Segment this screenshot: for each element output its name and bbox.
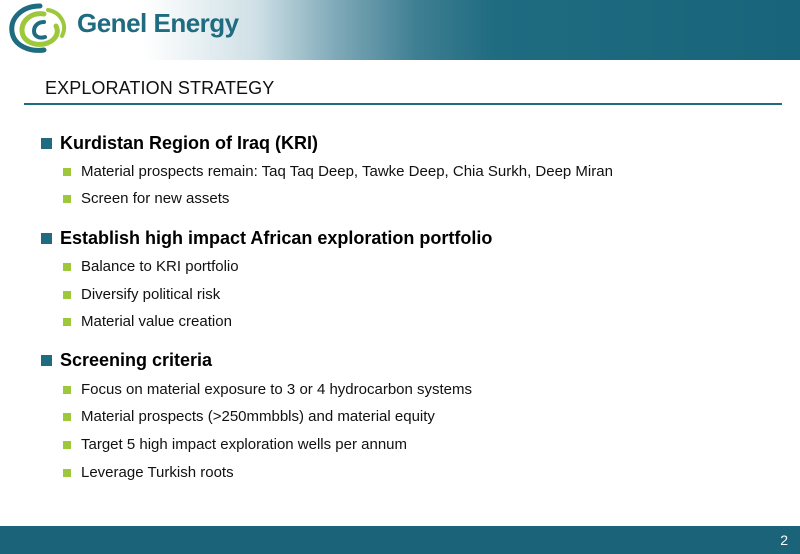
title-divider	[24, 103, 782, 105]
section-heading	[41, 133, 318, 154]
list-item	[63, 464, 234, 481]
list-item-text: Diversify political risk	[81, 286, 221, 303]
square-bullet-icon	[63, 386, 71, 394]
section-heading-text: Screening criteria	[60, 350, 213, 370]
square-bullet-icon	[41, 138, 52, 149]
genel-energy-logo-icon	[4, 0, 76, 56]
list-item-text: Material prospects (>250mmbbls) and material equity	[81, 408, 435, 425]
square-bullet-icon	[63, 195, 71, 203]
square-bullet-icon	[63, 263, 71, 271]
header-banner	[0, 0, 800, 60]
list-item-text: Material prospects remain: Taq Taq Deep, Tawke Deep, Chia Surkh, Deep Miran	[81, 163, 613, 180]
square-bullet-icon	[41, 355, 52, 366]
brand-name: Genel Energy	[77, 8, 239, 38]
square-bullet-icon	[41, 233, 52, 244]
list-item	[63, 436, 407, 453]
page-number: 2	[780, 532, 788, 548]
list-item-text: Material value creation	[81, 313, 232, 330]
section-heading-text: Kurdistan Region of Iraq (KRI)	[60, 133, 318, 153]
square-bullet-icon	[63, 413, 71, 421]
square-bullet-icon	[63, 441, 71, 449]
list-item	[63, 381, 472, 398]
list-item	[63, 258, 239, 275]
footer-bar	[0, 526, 800, 554]
list-item	[63, 163, 613, 180]
section-heading-text: Establish high impact African exploration portfolio	[60, 228, 493, 248]
square-bullet-icon	[63, 168, 71, 176]
list-item	[63, 313, 232, 330]
list-item-text: Target 5 high impact exploration wells per annum	[81, 436, 408, 453]
list-item-text: Focus on material exposure to 3 or 4 hydrocarbon systems	[81, 381, 473, 398]
brand-logo	[4, 0, 264, 56]
list-item-text: Leverage Turkish roots	[81, 464, 234, 481]
list-item-text: Balance to KRI portfolio	[81, 258, 239, 275]
square-bullet-icon	[63, 291, 71, 299]
list-item	[63, 408, 435, 425]
slide-title: EXPLORATION STRATEGY	[45, 78, 275, 98]
square-bullet-icon	[63, 469, 71, 477]
square-bullet-icon	[63, 318, 71, 326]
list-item	[63, 286, 220, 303]
section-heading	[41, 228, 492, 249]
section-heading	[41, 350, 212, 371]
list-item-text: Screen for new assets	[81, 190, 230, 207]
list-item	[63, 190, 229, 207]
